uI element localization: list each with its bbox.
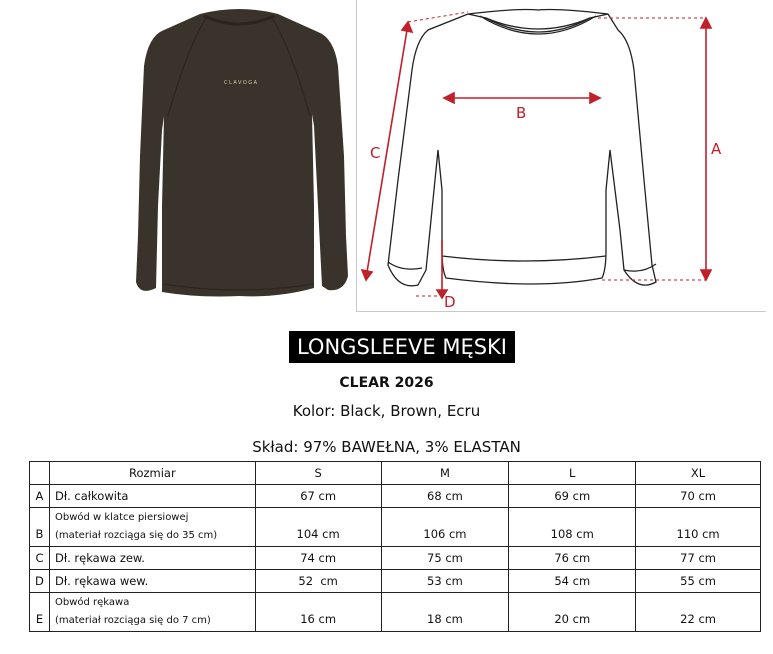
label-b: B [516,104,527,122]
label-a: A [711,140,722,158]
table-row [30,547,761,570]
header-size-m: M [381,462,509,485]
row-code: E [35,612,44,626]
row-note: (materiał rozciąga się do 35 cm) [54,530,218,541]
row-value-cell [509,508,636,547]
row-desc: Obwód rękawa [54,597,130,608]
row-value: 77 cm [636,547,761,570]
row-value: 106 cm [423,527,467,541]
row-value: 68 cm [381,485,509,508]
row-value: 110 cm [676,527,720,541]
table-header-row [30,462,761,485]
product-photo [128,6,350,302]
row-value-cell [636,593,761,632]
photo-divider [356,0,357,312]
row-value: 52 cm [255,570,381,593]
row-desc: Dł. całkowita [49,485,255,508]
row-value: 74 cm [255,547,381,570]
size-table [29,461,761,632]
fabric-composition: Skład: 97% BAWEŁNA, 3% ELASTAN [252,438,521,456]
row-code: A [30,485,50,508]
header-size-xl: XL [636,462,761,485]
row-value: 20 cm [554,612,591,626]
shirt-logo-text: CLAVOGA [224,80,259,86]
table-row [30,508,761,547]
row-value-cell [636,508,761,547]
measurement-diagram [358,0,762,312]
row-code: D [30,570,50,593]
row-desc: Dł. rękawa wew. [49,570,255,593]
color-options: Kolor: Black, Brown, Ecru [292,402,481,420]
row-value: 55 cm [636,570,761,593]
row-value: 18 cm [427,612,463,626]
row-desc: Obwód w klatce piersiowej [54,512,189,523]
row-desc: Dł. rękawa zew. [49,547,255,570]
row-value-cell [255,593,381,632]
row-value-cell [509,593,636,632]
longsleeve-shirt-image [136,9,348,297]
header-code-cell [30,462,50,485]
row-code: B [35,527,44,541]
row-value: 108 cm [550,527,594,541]
row-desc-cell [49,508,255,547]
row-code-cell [30,508,50,547]
row-value: 76 cm [509,547,636,570]
collection-name: CLEAR 2026 [339,375,434,391]
row-value-cell [381,508,509,547]
label-d: D [444,293,456,311]
row-value-cell [381,593,509,632]
header-size-label: Rozmiar [49,462,255,485]
row-value: 69 cm [509,485,636,508]
row-value: 67 cm [255,485,381,508]
row-value: 22 cm [680,612,716,626]
row-note: (materiał rozciąga się do 7 cm) [54,615,211,626]
header-size-l: L [509,462,636,485]
row-value-cell [255,508,381,547]
header-size-s: S [255,462,381,485]
row-value: 54 cm [509,570,636,593]
label-c: C [370,144,381,162]
table-row [30,593,761,632]
row-value: 70 cm [636,485,761,508]
row-value: 53 cm [381,570,509,593]
product-title: LONGSLEEVE MĘSKI [289,331,515,363]
table-row [30,570,761,593]
row-value: 75 cm [381,547,509,570]
row-code-cell [30,593,50,632]
table-row [30,485,761,508]
row-desc-cell [49,593,255,632]
row-value: 104 cm [296,527,340,541]
row-code: C [30,547,50,570]
shirt-outline [388,10,656,286]
row-value: 16 cm [300,612,337,626]
